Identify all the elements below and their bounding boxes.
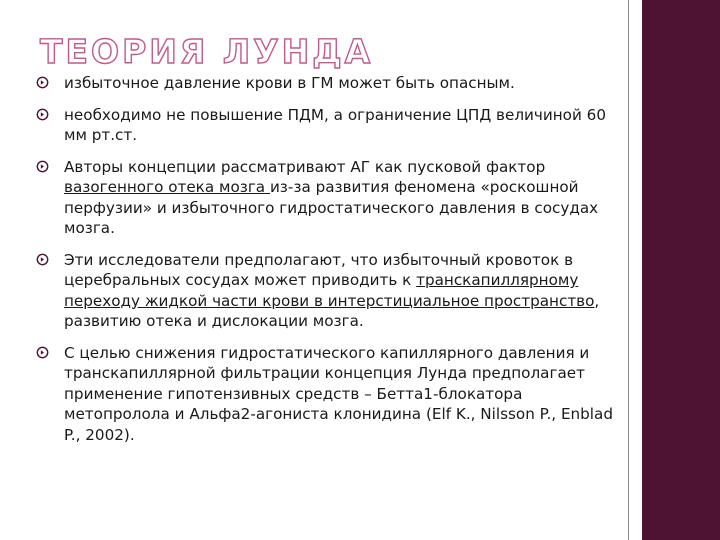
circle-arrow-bullet-icon <box>36 160 49 173</box>
slide-title: ТЕОРИЯ ЛУНДА <box>40 32 374 71</box>
underlined-term: вазогенного отека мозга <box>64 178 270 196</box>
bullet-text: избыточное давление крови в ГМ может быть опасным. <box>64 74 515 92</box>
circle-arrow-bullet-icon <box>36 346 49 359</box>
bullet-text: необходимо не повышение ПДМ, а ограничение ЦПД величиной 60 мм рт.ст. <box>64 105 606 144</box>
underlined-term: транскапиллярному переходу жидкой части крови в интерстициальное пространство <box>64 271 595 310</box>
bullet-text: С целью снижения гидростатического капиллярного давления и транскапиллярной фильтрации концепция Лунда предполагает применение гипотензивных средств – Бетта1-блокатора метопролола и Альфа2-агониста клонидина (Elf K., Nilsson P., Enblad P., 2002). <box>64 343 613 444</box>
bullet-text: Авторы концепции рассматривают АГ как пусковой фактор <box>64 157 546 176</box>
bullet-text: , развитию отека и дислокации мозга. <box>64 291 600 330</box>
bullet-item <box>36 250 616 332</box>
circle-arrow-bullet-icon <box>36 108 49 121</box>
circle-arrow-bullet-icon <box>36 253 49 266</box>
bullet-item <box>36 105 616 146</box>
bullet-item <box>36 73 616 94</box>
accent-sidebar <box>642 0 720 540</box>
bullet-item <box>36 343 616 446</box>
bullet-text: из-за развития феномена «роскошной перфузии» и избыточного гидростатического давления в сосудах мозга. <box>64 178 599 237</box>
circle-arrow-bullet-icon <box>36 76 49 89</box>
vertical-divider <box>628 0 629 540</box>
bullet-item <box>36 157 616 239</box>
bullet-text: Эти исследователи предполагают, что избыточный кровоток в церебральных сосудах может приводить к <box>64 250 574 289</box>
bullet-list <box>36 73 616 456</box>
